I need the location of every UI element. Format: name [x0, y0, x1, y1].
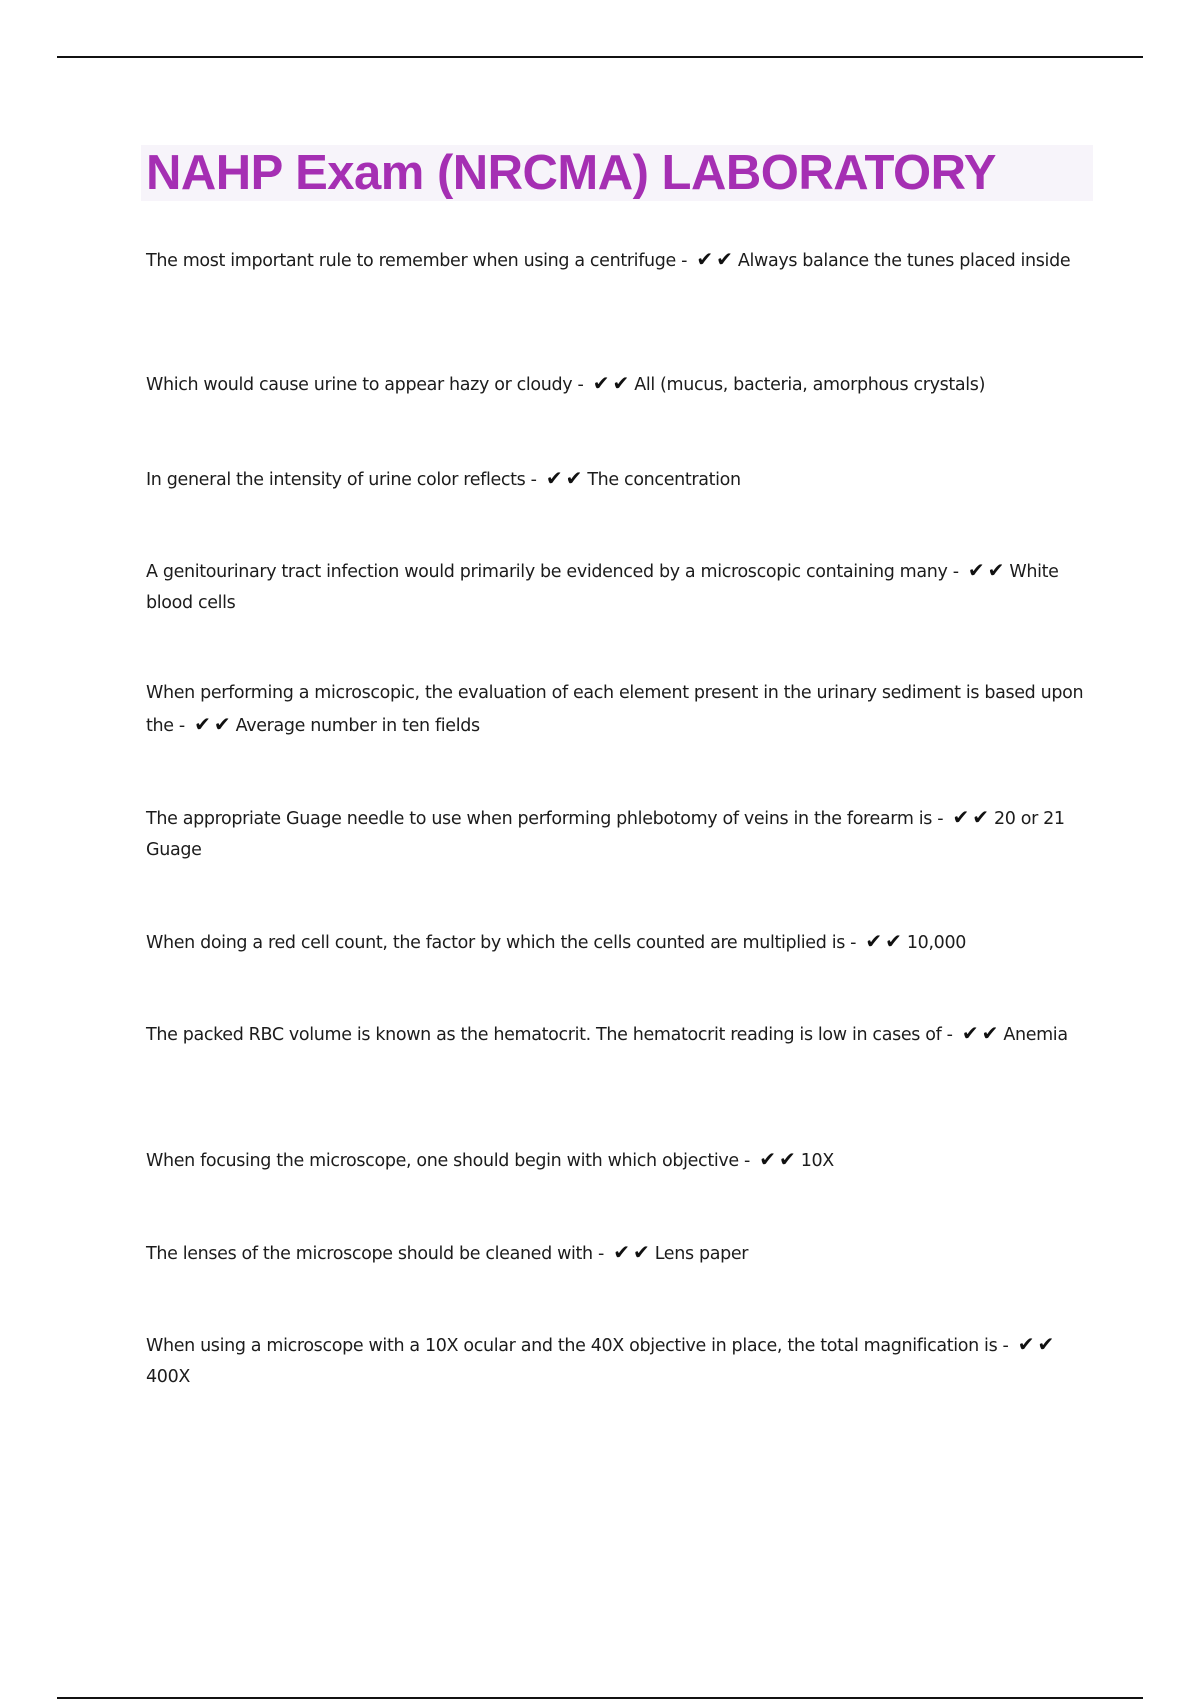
qa-item — [146, 1018, 1096, 1051]
question-text: In general the intensity of urine color reflects - — [146, 470, 537, 490]
double-check-icon: ✔✔ — [865, 929, 905, 953]
footer-rule — [57, 1697, 1143, 1699]
question-text: The packed RBC volume is known as the hematocrit. The hematocrit reading is low in cases of - — [146, 1025, 953, 1045]
qa-item — [146, 802, 1096, 866]
qa-item — [146, 1144, 1096, 1177]
answer-text: 20 or 21 Guage — [146, 809, 1065, 860]
answer-text: 10X — [800, 1151, 834, 1171]
question-text: When using a microscope with a 10X ocular and the 40X objective in place, the total magnification is - — [146, 1336, 1009, 1356]
answer-text: Average number in ten fields — [235, 716, 480, 736]
answer-text: All (mucus, bacteria, amorphous crystals) — [634, 375, 986, 395]
double-check-icon: ✔✔ — [592, 371, 633, 395]
question-text: A genitourinary tract infection would primarily be evidenced by a microscopic containing many - — [146, 562, 959, 582]
question-text: When doing a red cell count, the factor by which the cells counted are multiplied is - — [146, 933, 857, 953]
double-check-icon: ✔✔ — [613, 1240, 653, 1264]
qa-item — [146, 463, 1096, 496]
header-rule — [57, 56, 1143, 58]
answer-text: Anemia — [1003, 1025, 1068, 1045]
qa-item — [146, 1329, 1096, 1393]
qa-item — [146, 926, 1096, 959]
qa-item — [146, 1237, 1096, 1270]
answer-text: 400X — [146, 1367, 190, 1387]
question-text: When performing a microscopic, the evaluation of each element present in the urinary sediment is based upon the - — [146, 683, 1084, 736]
answer-text: Always balance the tunes placed inside — [737, 251, 1071, 271]
answer-text: Lens paper — [654, 1244, 749, 1264]
double-check-icon: ✔✔ — [696, 247, 736, 271]
double-check-icon: ✔✔ — [545, 466, 586, 490]
answer-text: The concentration — [587, 470, 741, 490]
question-text: The appropriate Guage needle to use when performing phlebotomy of veins in the forearm is - — [146, 809, 944, 829]
qa-item — [146, 555, 1096, 619]
answer-text: White blood cells — [146, 562, 1059, 613]
question-text: Which would cause urine to appear hazy or cloudy - — [146, 375, 584, 395]
double-check-icon: ✔✔ — [952, 805, 992, 829]
question-text: When focusing the microscope, one should begin with which objective - — [146, 1151, 750, 1171]
qa-item — [146, 244, 1096, 277]
answer-text: 10,000 — [906, 933, 967, 953]
double-check-icon: ✔✔ — [759, 1147, 799, 1171]
double-check-icon: ✔✔ — [967, 558, 1008, 582]
qa-item — [146, 368, 1096, 401]
qa-item — [146, 678, 1096, 742]
double-check-icon: ✔✔ — [961, 1021, 1002, 1045]
question-text: The most important rule to remember when using a centrifuge - — [146, 251, 688, 271]
document-title: NAHP Exam (NRCMA) LABORATORY — [146, 146, 996, 200]
question-text: The lenses of the microscope should be cleaned with - — [146, 1244, 604, 1264]
double-check-icon: ✔✔ — [1017, 1332, 1058, 1356]
double-check-icon: ✔✔ — [194, 712, 234, 736]
